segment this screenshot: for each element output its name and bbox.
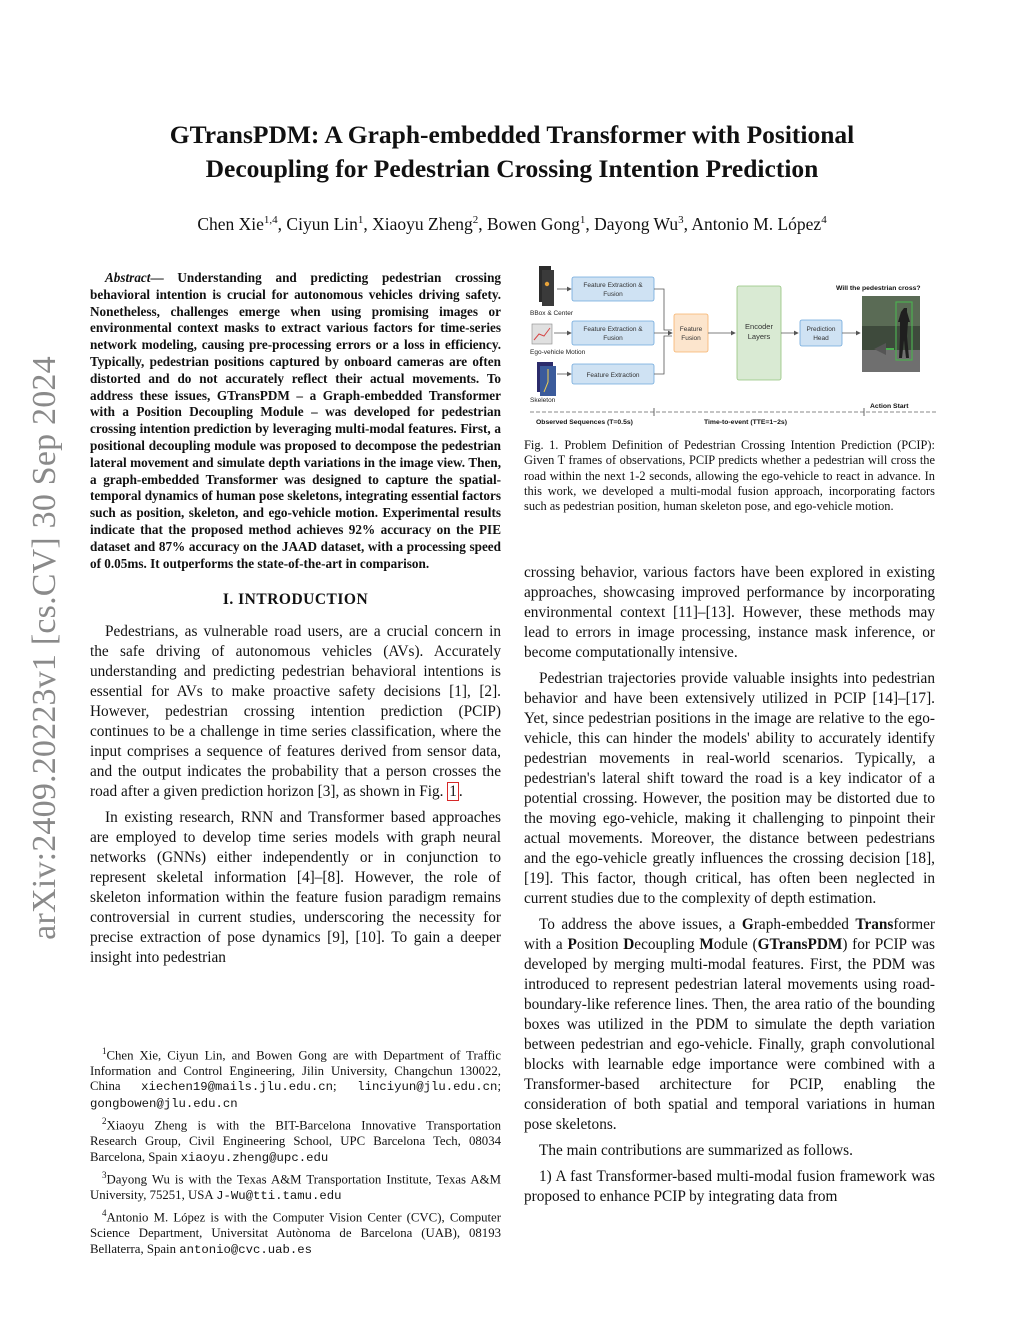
right-paragraph-4: The main contributions are summarized as follows. [539, 1142, 853, 1159]
author: Antonio M. López$^4$ [691, 213, 827, 234]
scene-background [862, 296, 920, 326]
author: Chen Xie$^{1,4}$, [197, 213, 287, 234]
encoder-line-1: Encoder [745, 322, 773, 331]
footnotes [90, 1044, 501, 1260]
bbox-center-label: BBox & Center [530, 310, 573, 317]
scene-road [862, 350, 920, 372]
caption-text: Problem Definition of Pedestrian Crossing Intention Prediction (PCIP): Given T frames of observations, PCIP predicts whether a pedestrian will cross the road within the next 1-2 seconds, allowing the ego-vehicle to react in advance. In this work, we developed a multi-modal fusion approach, incorporating factors such as pedestrian position, human skeleton pose, and ego-vehicle motion. [524, 438, 935, 514]
tte-label: Time-to-event (TTE=1~2s) [704, 419, 787, 426]
fe-fusion-1-line-1: Feature Extraction & [583, 282, 643, 289]
ego-motion-label: Ego-vehicle Motion [530, 349, 586, 356]
right-paragraph-1: crossing behavior, various factors have been explored in existing approaches, showcasing improved performance by incorporating environmental context [11]–[13]. However, these methods may lead to errors in image processing, instance mask inference, or become computationally intensive. [524, 564, 935, 661]
center-dot-icon [545, 282, 549, 286]
caption-label: Fig. 1. [524, 438, 559, 452]
arrow-icon [654, 289, 672, 330]
footnote-4: $^4$Antonio M. López is with the Computer Vision Center (CVC), Computer Science Department, Universitat Autònoma de Barcelona (UAB), 08193 Bellaterra, Spain antonio@cvc.uab.es [90, 1208, 501, 1257]
ego-motion-thumbnail [532, 324, 552, 344]
section-heading-introduction: I. INTRODUCTION [222, 591, 369, 609]
author: Ciyun Lin$^1$, [286, 213, 373, 234]
abstract [90, 270, 501, 572]
fe-fusion-1-line-2: Fusion [603, 291, 623, 298]
arxiv-stamp [20, 348, 70, 948]
footnote-2: $^2$Xiaoyu Zheng is with the BIT-Barcelona Innovative Transportation Research Group, Civil Engineering School, UPC Barcelona Tech, 08034 Barcelona, Spain xiaoyu.zheng@upc.edu [90, 1116, 501, 1165]
author: Bowen Gong$^1$, [486, 213, 595, 234]
skeleton-label: Skeleton [530, 397, 556, 404]
email-link[interactable]: linciyun@jlu.edu.cn [357, 1080, 498, 1095]
action-start-label: Action Start [870, 403, 909, 410]
figure-reference-link[interactable]: 1 [449, 783, 457, 801]
left-column [90, 270, 501, 974]
feature-fusion-box [674, 314, 708, 352]
email-link[interactable]: gongbowen@jlu.edu.cn [90, 1096, 238, 1111]
footnote-1: $^1$Chen Xie, Ciyun Lin, and Bowen Gong are with Department of Traffic Information and Control Engineering, Jilin University, Changchun 130022, China xiechen19@mails.jlu.edu.cn; linciyun@jlu.edu.cn; gongbowen@jlu.edu.cn [90, 1046, 501, 1111]
intro-paragraph-2: In existing research, RNN and Transformer based approaches are employed to develop time series models with graph neural networks (GNNs) either independently or in conjunction to represent skeletal information [4]–[8]. However, the role of skeleton information within the feature fusion paradigm remains controversial in current studies, underscoring the necessity for precise extraction of pose dynamics [9], [10]. To gain a deeper insight into pedestrian [90, 809, 501, 967]
figure-1-diagram [524, 262, 944, 432]
observed-sequences-label: Observed Sequences (T=0.5s) [536, 419, 633, 426]
right-paragraph-2: Pedestrian trajectories provide valuable insights into pedestrian behavior and have been extensively utilized in PCIP [14]–[17]. Yet, since pedestrian positions in the image are relative to the ego-vehicle, this can hinder the models' ability to accurately identify pedestrian movements in real-world scenarios. Typically, a pedestrian's lateral shift toward the road is a key indicator of a potential crossing. However, the position may be distorted due to the moving ego-vehicle, making it challenging to pinpoint their actual movements. Moreover, the distance between pedestrians and the ego-vehicle greatly influences the crossing decision [18], [19]. This factor, though critical, has often been neglected in current studies due to the complexity of depth estimation. [524, 670, 935, 907]
author: Xiaoyu Zheng$^2$, [372, 213, 487, 234]
email-link[interactable]: J-Wu@tti.tamu.edu [216, 1188, 342, 1203]
crossing-question: Will the pedestrian cross? [836, 285, 921, 292]
encoder-line-2: Layers [747, 332, 771, 341]
prediction-line-1: Prediction [806, 326, 836, 333]
feature-fusion-line-1: Feature [679, 326, 703, 333]
fe-only-label: Feature Extraction [586, 372, 640, 379]
fe-fusion-2-line-1: Feature Extraction & [583, 326, 643, 333]
arrow-icon [654, 336, 672, 374]
contribution-item-1: 1) A fast Transformer-based multi-modal fusion framework was proposed to enhance PCIP by integrating data from [524, 1168, 935, 1205]
email-link[interactable]: xiaoyu.zheng@upc.edu [180, 1150, 329, 1165]
right-paragraph-3: To address the above issues, a Graph-embedded Transformer with a Position Decoupling Module (GTransPDM) for PCIP was developed by merging multi-modal features. First, the PDM was introduced to represent pedestrian lateral movements using road-boundary-like reference lines. Then, the area ratio of the bounding boxes was utilized in the PDM to simulate the depth variation between pedestrian and ego-vehicle. Finally, graph convolutional blocks with learnable edge importance were combined with a Transformer-based architecture for PCIP, enabling the consideration of both spatial and temporal variations in human pose skeletons. [524, 916, 936, 1133]
author: Dayong Wu$^3$, [594, 213, 692, 234]
abstract-label: Abstract [105, 270, 151, 285]
email-link[interactable]: xiechen19@mails.jlu.edu.cn [141, 1080, 334, 1095]
figure-caption [524, 438, 935, 514]
arxiv-id: arXiv:2409.20223v1 [cs.CV] 30 Sep 2024 [26, 356, 63, 940]
feature-fusion-line-2: Fusion [681, 335, 701, 342]
intro-paragraph-1: Pedestrians, as vulnerable road users, are a crucial concern in the safe driving of autonomous vehicles (AVs). Accurately understanding and predicting pedestrian behavioral intentions is essential for AVs to make proactive safety decisions [1], [2]. However, pedestrian crossing intention prediction (PCIP) continues to be a challenge in time series classification, where the input comprises a sequence of features derived from sensor data, and the output indicates the probability that a person crosses the road after a given prediction horizon [3], as shown in Fig. 1 . [90, 623, 501, 801]
footnote-3: $^3$Dayong Wu is with the Texas A&M Transportation Institute, Texas A&M University, 75251, USA J-Wu@tti.tamu.edu [90, 1170, 501, 1203]
prediction-head-box [800, 320, 842, 346]
prediction-line-2: Head [813, 335, 829, 342]
pcip-pipeline-svg [524, 262, 944, 432]
email-link[interactable]: antonio@cvc.uab.es [179, 1242, 313, 1257]
right-column [524, 563, 935, 1213]
author-list [110, 208, 914, 236]
fe-fusion-2-line-2: Fusion [603, 335, 623, 342]
paper-title: GTransPDM: A Graph-embedded Transformer with Positional Decoupling for Pedestrian Crossing Intention Prediction [169, 120, 855, 183]
bbox-thumbnail [542, 270, 554, 306]
abstract-text: — Understanding and predicting pedestrian crossing behavioral intention is crucial for autonomous vehicles driving safety. Nonetheless, challenges emerge when using promising images or environmental context masks to extract various factors for time-series network modeling, causing pre-processing errors or a loss in efficiency. Typically, pedestrian positions captured by onboard cameras are often distorted and do not accurately reflect their actual movements. To address these issues, GTransPDM – a Graph-embedded Transformer with a Position Decoupling Module – was developed for pedestrian crossing intention prediction by leveraging multi-modal features. First, a positional decoupling module was proposed to decompose the pedestrian lateral movement and simulate depth variations in the image view. Then, a graph-embedded Transformer was designed to capture the spatial-temporal dynamics of human pose skeletons, integrating essential factors such as position, skeleton, and ego-vehicle motion. Experimental results indicate that the proposed method achieves 92% accuracy on the PIE dataset and 87% accuracy on the JAAD dataset, with a processing speed of 0.05ms. It outperforms the state-of-the-art in comparison. [90, 270, 501, 571]
